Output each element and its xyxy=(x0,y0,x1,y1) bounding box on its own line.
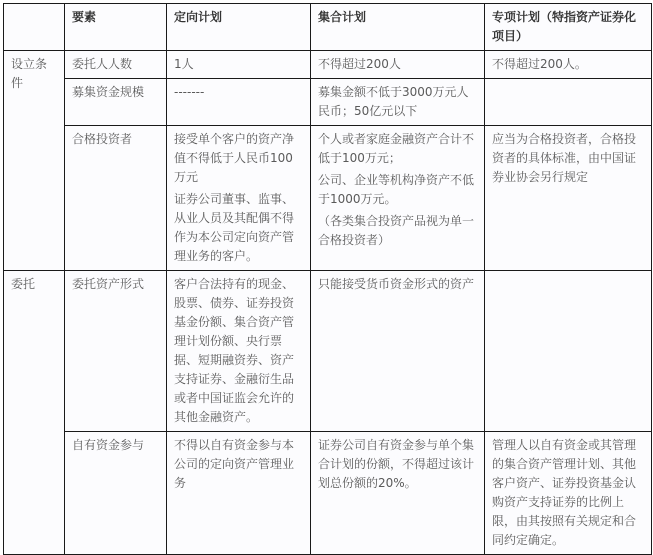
table-row xyxy=(4,432,652,555)
row-item: 合格投资者 xyxy=(65,126,167,271)
header-element: 要素 xyxy=(65,4,167,51)
cell-directed: ------- xyxy=(167,79,311,126)
comparison-table xyxy=(3,3,652,555)
table-row xyxy=(4,271,652,432)
table-row xyxy=(4,79,652,126)
cell-directed: 1人 xyxy=(167,51,311,79)
cell-collective: 只能接受货币资金形式的资产 xyxy=(311,271,485,432)
cell-special: 不得超过200人。 xyxy=(485,51,652,79)
cell-collective: 证券公司自有资金参与单个集合计划的份额，不得超过该计划总份额的20%。 xyxy=(311,432,485,555)
table-row xyxy=(4,51,652,79)
cell-collective: 不得超过200人 xyxy=(311,51,485,79)
header-corner xyxy=(4,4,65,51)
header-row xyxy=(4,4,652,51)
group-label-entrustment: 委托 xyxy=(4,271,65,555)
header-special-plan: 专项计划（特指资产证券化项目） xyxy=(485,4,652,51)
group-label-setup-conditions: 设立条件 xyxy=(4,51,65,271)
row-item: 委托资产形式 xyxy=(65,271,167,432)
row-item: 委托人人数 xyxy=(65,51,167,79)
cell-special: 应当为合格投资者，合格投资者的具体标准，由中国证券业协会另行规定 xyxy=(485,126,652,271)
row-item: 募集资金规模 xyxy=(65,79,167,126)
cell-directed: 接受单个客户的资产净值不得低于人民币100万元 证券公司董事、监事、从业人员及其配偶不得作为本公司定向资产管理业务的客户。 xyxy=(167,126,311,271)
header-collective-plan: 集合计划 xyxy=(311,4,485,51)
table-row xyxy=(4,126,652,271)
header-directed-plan: 定向计划 xyxy=(167,4,311,51)
cell-directed: 客户合法持有的现金、股票、债券、证券投资基金份额、集合资产管理计划份额、央行票据、短期融资券、资产支持证券、金融衍生品或者中国证监会允许的其他金融资产。 xyxy=(167,271,311,432)
cell-collective: 个人或者家庭金融资产合计不低于100万元； 公司、企业等机构净资产不低于1000万元。 （各类集合投资产品视为单一合格投资者） xyxy=(311,126,485,271)
cell-special: 管理人以自有资金或其管理的集合资产管理计划、其他客户资产、证券投资基金认购资产支持证券的比例上限，由其按照有关规定和合同约定确定。 xyxy=(485,432,652,555)
cell-special xyxy=(485,79,652,126)
row-item: 自有资金参与 xyxy=(65,432,167,555)
cell-collective: 募集金额不低于3000万元人民币；50亿元以下 xyxy=(311,79,485,126)
cell-special xyxy=(485,271,652,432)
cell-directed: 不得以自有资金参与本公司的定向资产管理业务 xyxy=(167,432,311,555)
